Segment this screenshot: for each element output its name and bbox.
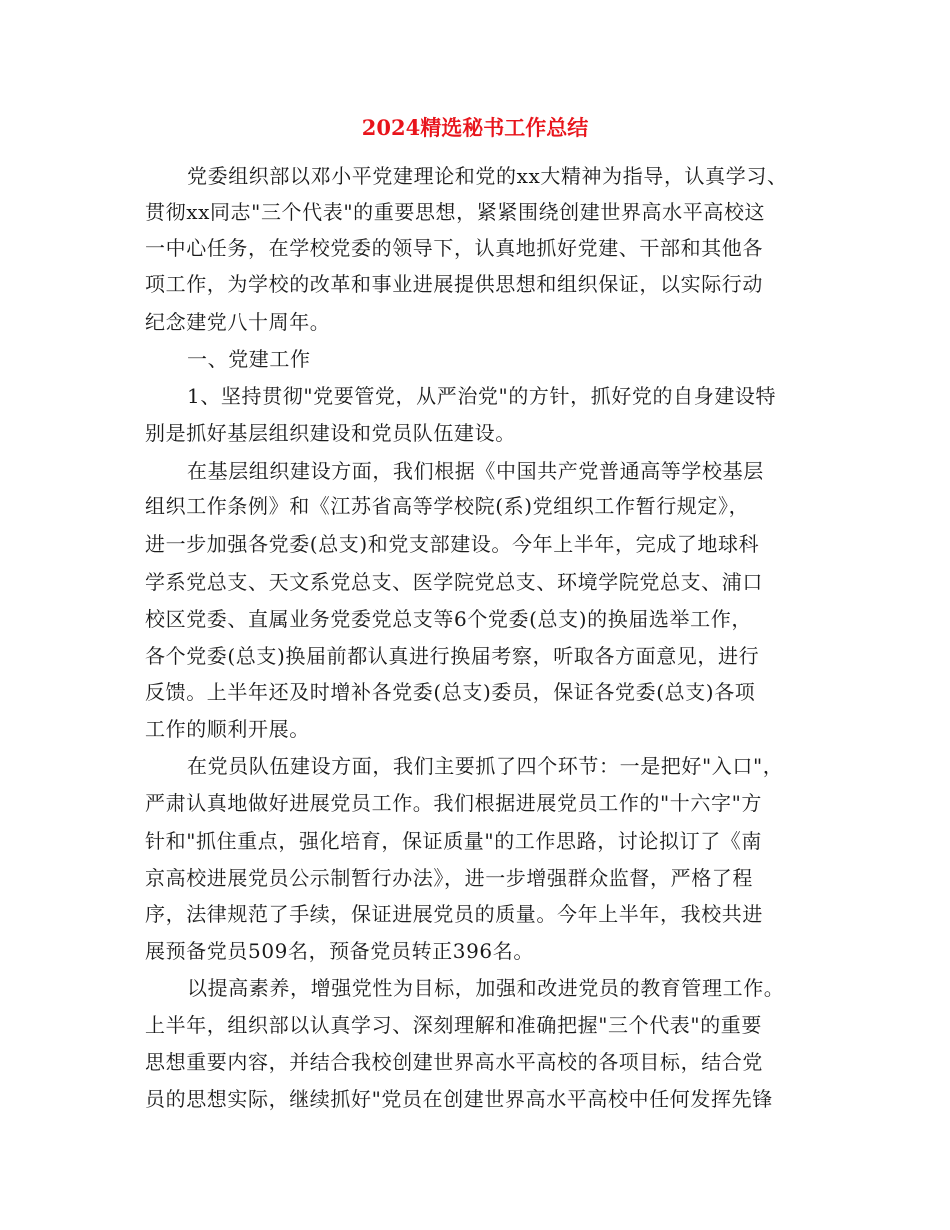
body-line: 序，法律规范了手续，保证进展党员的质量。今年上半年，我校共进: [145, 902, 763, 926]
body-line: 严肃认真地做好进展党员工作。我们根据进展党员工作的"十六字"方: [145, 791, 762, 815]
body-line: 一中心任务，在学校党委的领导下，认真地抓好党建、干部和其他各: [145, 236, 763, 260]
section-heading: 一、党建工作: [187, 347, 311, 371]
body-line: 上半年，组织部以认真学习、深刻理解和准确把握"三个代表"的重要: [145, 1013, 762, 1037]
body-line: 学系党总支、天文系党总支、医学院党总支、环境学院党总支、浦口: [145, 570, 763, 594]
body-line: 校区党委、直属业务党委党总支等6个党委(总支)的换届选举工作，: [145, 607, 752, 631]
body-line: 以提高素养，增强党性为目标，加强和改进党员的教育管理工作。: [187, 976, 785, 1000]
body-line: 展预备党员509名，预备党员转正396名。: [145, 939, 534, 963]
body-line: 项工作，为学校的改革和事业进展提供思想和组织保证，以实际行动: [145, 272, 763, 296]
body-line: 党委组织部以邓小平党建理论和党的xx大精神为指导，认真学习、: [187, 164, 788, 188]
body-line: 针和"抓住重点，强化培育，保证质量"的工作思路，讨论拟订了《南: [145, 829, 762, 853]
body-line: 组织工作条例》和《江苏省高等学校院(系)党组织工作暂行规定》，: [145, 494, 750, 518]
body-line: 员的思想实际，继续抓好"党员在创建世界高水平高校中任何发挥先锋: [145, 1087, 773, 1111]
body-line: 1、坚持贯彻"党要管党，从严治党"的方针，抓好党的自身建设特: [187, 384, 777, 408]
body-line: 别是抓好基层组织建设和党员队伍建设。: [145, 421, 516, 445]
body-line: 反馈。上半年还及时增补各党委(总支)委员，保证各党委(总支)各项: [145, 680, 756, 704]
document-title: 2024精选秘书工作总结: [361, 115, 589, 140]
body-line: 各个党委(总支)换届前都认真进行换届考察，听取各方面意见，进行: [145, 644, 760, 668]
body-line: 贯彻xx同志"三个代表"的重要思想，紧紧围绕创建世界高水平高校这: [145, 200, 766, 224]
body-line: 工作的顺利开展。: [145, 717, 310, 741]
body-line: 纪念建党八十周年。: [145, 310, 331, 334]
body-line: 思想重要内容，并结合我校创建世界高水平高校的各项目标，结合党: [145, 1050, 763, 1074]
body-line: 进一步加强各党委(总支)和党支部建设。今年上半年，完成了地球科: [145, 532, 760, 556]
body-line: 在基层组织建设方面，我们根据《中国共产党普通高等学校基层: [187, 459, 764, 483]
body-line: 在党员队伍建设方面，我们主要抓了四个环节：一是把好"入口"，: [187, 754, 784, 778]
body-line: 京高校进展党员公示制暂行办法》，进一步增强群众监督，严格了程: [145, 866, 753, 890]
